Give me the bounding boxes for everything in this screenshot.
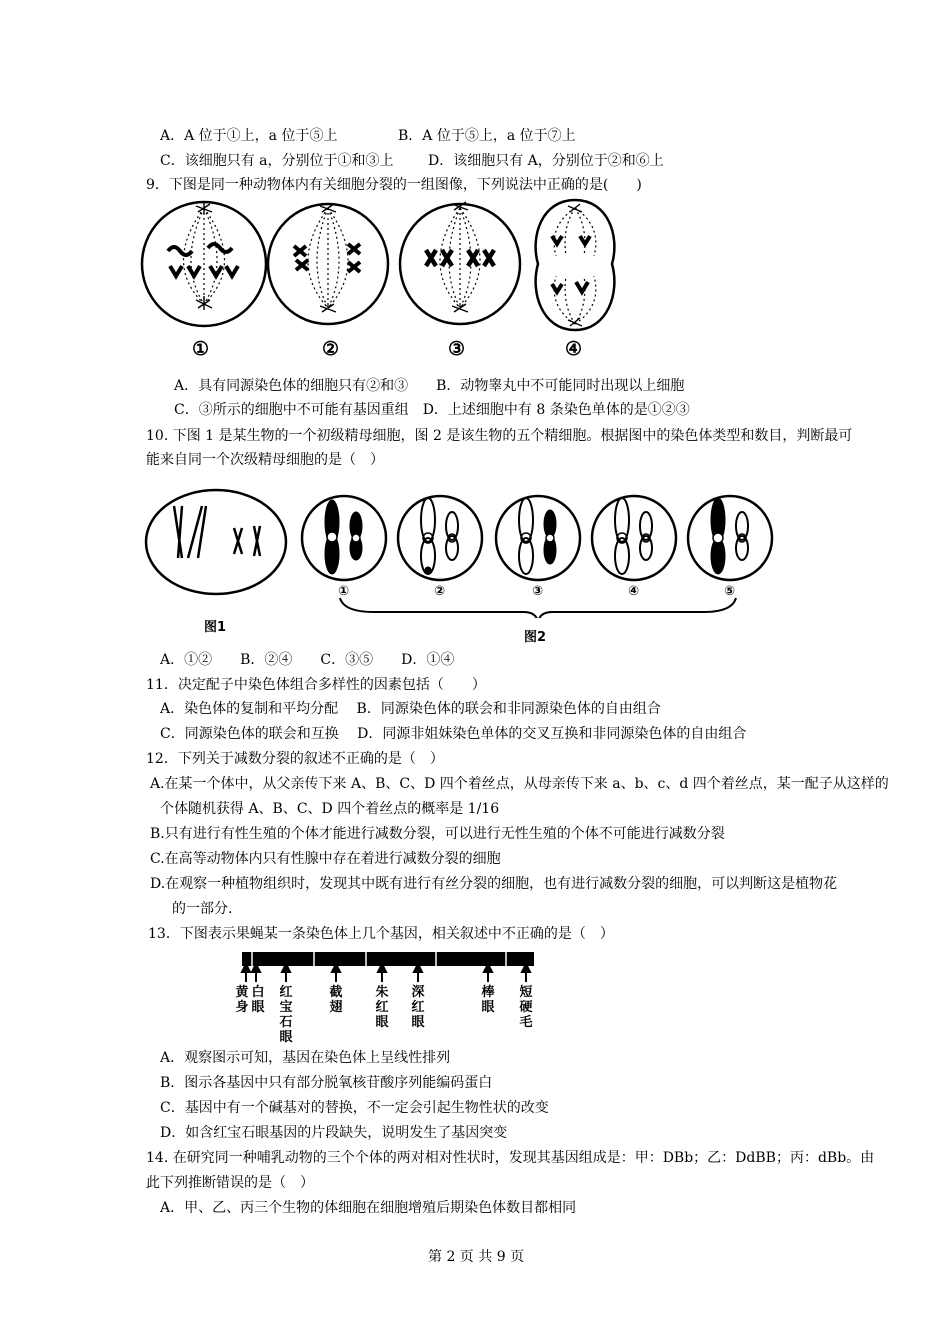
cell-4-diagram: [536, 200, 615, 330]
fig2-cell-1: [302, 496, 386, 580]
fig2-cell-5: [688, 496, 772, 580]
q12-stem: 12．下列关于减数分裂的叙述不正确的是（ ）: [146, 751, 444, 767]
q13-option-d: D．如含红宝石眼基因的片段缺失，说明发生了基因突变: [160, 1125, 508, 1141]
q10-cell-label-1: ①: [338, 584, 350, 599]
cell-1-diagram: [142, 202, 266, 326]
q13-option-c: C．基因中有一个碱基对的替换，不一定会引起生物性状的改变: [160, 1100, 549, 1116]
q10-cell-label-2: ②: [434, 584, 446, 599]
q12-option-a-line1: A.在某一个体中，从父亲传下来 A、B、C、D 四个着丝点，从母亲传下来 a、b、c、d 四个着丝点，某一配子从这样的: [150, 776, 889, 792]
gene-label-short-bristle: 短 硬 毛: [519, 985, 533, 1030]
q9-fig-label-4: ④: [565, 338, 583, 360]
gene-label-carmine-eye: 深 红 眼: [411, 985, 425, 1030]
q14-stem-line2: 此下列推断错误的是（ ）: [146, 1175, 314, 1191]
q8-option-a: A．A 位于①上，a 位于⑤上: [160, 128, 338, 144]
q11-stem: 11．决定配子中染色体组合多样性的因素包括（ ）: [146, 677, 486, 693]
gene-label-vermilion-eye: 朱 红 眼: [375, 985, 389, 1030]
gene-label-cut-wing: 截 翅: [329, 985, 343, 1015]
q8-option-c: C．该细胞只有 a，分别位于①和③上: [160, 153, 394, 169]
fig2-cell-2: [398, 496, 482, 580]
q9-options-cd: C．③所示的细胞中不可能有基因重组 D．上述细胞中有 8 条染色单体的是①②③: [174, 402, 690, 418]
q13-chromosome-map: [236, 950, 542, 986]
q9-fig-label-3: ③: [448, 338, 466, 360]
q10-cell-label-4: ④: [628, 584, 640, 599]
gene-label-bar-eye: 棒 眼: [481, 985, 495, 1015]
q10-cell-label-3: ③: [532, 584, 544, 599]
q12-option-d-line2: 的一部分.: [172, 901, 233, 917]
page-footer: 第 2 页 共 9 页: [428, 1249, 525, 1265]
q11-options-cd: C．同源染色体的联会和互换 D．同源非姐妹染色单体的交叉互换和非同源染色体的自由组合: [160, 726, 747, 742]
q14-option-a: A．甲、乙、丙三个生物的体细胞在细胞增殖后期染色体数目都相同: [160, 1200, 577, 1216]
fig2-cell-3: [496, 496, 580, 580]
q12-option-a-line2: 个体随机获得 A、B、C、D 四个着丝点的概率是 1/16: [160, 801, 500, 817]
q12-option-c: C.在高等动物体内只有性腺中存在着进行减数分裂的细胞: [150, 851, 501, 867]
q13-stem: 13．下图表示果蝇某一条染色体上几个基因，相关叙述中不正确的是（ ）: [148, 926, 614, 942]
q10-stem-line1: 10. 下图 1 是某生物的一个初级精母细胞，图 2 是该生物的五个精细胞。根据图中的染色体类型和数目，判断最可: [146, 428, 853, 444]
cell-2-diagram: [268, 204, 388, 324]
q9-stem: 9．下图是同一种动物体内有关细胞分裂的一组图像，下列说法中正确的是( ): [146, 177, 642, 193]
q8-option-d: D．该细胞只有 A，分别位于②和⑥上: [428, 153, 664, 169]
q12-option-d-line1: D.在观察一种植物组织时，发现其中既有进行有丝分裂的细胞，也有进行减数分裂的细胞，可以判断这是植物花: [150, 876, 838, 892]
gene-label-ruby-eye: 红 宝 石 眼: [279, 985, 293, 1045]
fig2-cell-4: [592, 496, 676, 580]
q9-options-ab: A．具有同源染色体的细胞只有②和③ B．动物睾丸中不可能同时出现以上细胞: [174, 378, 685, 394]
q11-options-ab: A．染色体的复制和平均分配 B．同源染色体的联会和非同源染色体的自由组合: [160, 701, 661, 717]
fig1-primary-spermatocyte: [146, 490, 286, 594]
gene-label-yellow-body: 黄 身: [235, 985, 249, 1015]
fig2-brace: [340, 598, 736, 618]
q13-option-b: B．图示各基因中只有部分脱氧核苷酸序列能编码蛋白: [160, 1075, 493, 1091]
cell-3-diagram: [400, 202, 520, 324]
q9-fig-label-1: ①: [192, 338, 210, 360]
q9-cell-division-figure: [138, 196, 628, 364]
q9-fig-label-2: ②: [322, 338, 340, 360]
q10-fig1-label: 图1: [204, 620, 227, 635]
q10-fig2-label: 图2: [524, 630, 547, 645]
q10-options: A．①② B．②④ C．③⑤ D．①④: [160, 652, 455, 668]
q13-option-a: A．观察图示可知，基因在染色体上呈线性排列: [160, 1050, 451, 1066]
q14-stem-line1: 14. 在研究同一种哺乳动物的三个个体的两对相对性状时，发现其基因组成是：甲：DBb；乙：DdBB；丙：dBb。由: [146, 1150, 875, 1166]
q8-option-b: B．A 位于⑤上，a 位于⑦上: [398, 128, 576, 144]
gene-label-white-eye: 白 眼: [251, 985, 265, 1015]
q10-stem-line2: 能来自同一个次级精母细胞的是（ ）: [146, 452, 384, 468]
q12-option-b: B.只有进行有性生殖的个体才能进行减数分裂，可以进行无性生殖的个体不可能进行减数分裂: [150, 826, 725, 842]
q10-figure: [144, 486, 780, 618]
q10-cell-label-5: ⑤: [724, 584, 736, 599]
